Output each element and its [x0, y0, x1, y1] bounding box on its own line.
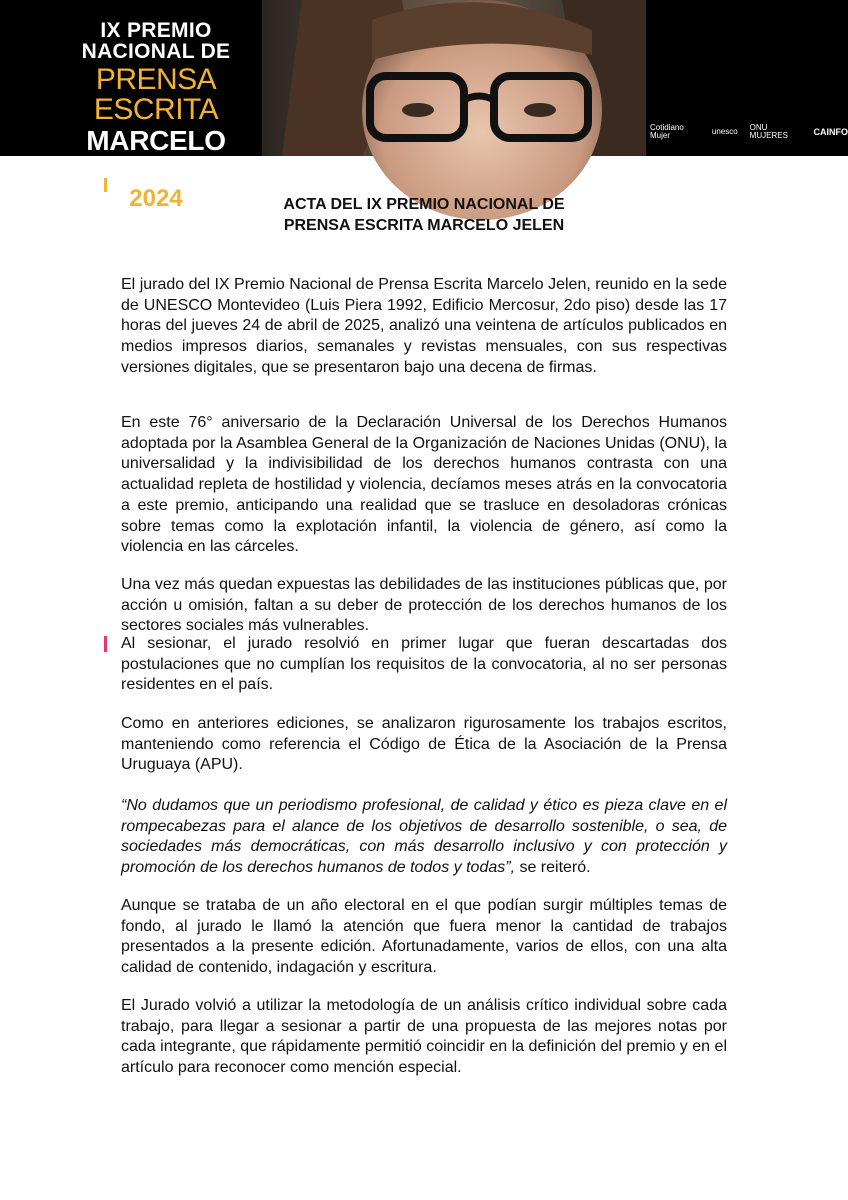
- yellow-margin-marker: [104, 178, 107, 192]
- cainfo-logo: CAINFO: [813, 126, 848, 137]
- pink-margin-marker: [104, 636, 107, 652]
- award-title: [56, 20, 256, 211]
- award-title-line3: MARCELO JELEN: [86, 125, 226, 184]
- cotidiano-mujer-logo: Cotidiano Mujer: [650, 123, 684, 140]
- paragraph-1: El jurado del IX Premio Nacional de Prensa Escrita Marcelo Jelen, reunido en la sede de UNESCO Montevideo (Luis Piera 1992, Edificio Mercosur, 2do piso) desde las 17 horas del jueves 24 de abril de 2025, analizó una veintena de artículos publicados en medios impresos diarios, semanales y revistas mensuales, con sus respectivas versiones digitales, que se presentaron bajo una decena de firmas.: [121, 276, 727, 376]
- paragraph-5: Como en anteriores ediciones, se analizaron rigurosamente los trabajos escritos, manteniendo como referencia el Código de Ética de la Asociación de la Prensa Uruguaya (APU).: [121, 715, 727, 774]
- sponsor-logos: [650, 120, 848, 144]
- paragraph-7: El Jurado volvió a utilizar la metodología de un análisis crítico individual sobre cada trabajo, para llegar a sesionar a partir de una propuesta de las mejores notas por cada integrante, que rápidamente permitió coincidir en la definición del premio y en el artículo para reconocer como mención especial.: [121, 997, 727, 1077]
- quote-text: “No dudamos que un periodismo profesional, de calidad y ético es pieza clave en el rompecabezas para el alance de los objetivos de desarrollo sostenible, o sea, de sociedades más democráticas, con más desarrollo inclusivo y con protección y promoción de los derechos humanos de todos y todas”,: [121, 797, 727, 877]
- paragraph-2: En este 76° aniversario de la Declaración Universal de los Derechos Humanos adoptada por la Asamblea General de la Organización de Naciones Unidas (ONU), la universalidad y la indivisibilidad de los derechos humanos contrasta con una actualidad repleta de hostilidad y violencia, decíamos meses atrás en la convocatoria a este premio, anticipando una realidad que se trasluce en desoladoras crónicas sobre temas como la explotación infantil, la violencia de género, así como la violencia en las cárceles.: [121, 414, 727, 556]
- paragraph-6: Aunque se trataba de un año electoral en el que podían surgir múltiples temas de fondo, al jurado le llamó la atención que fuera menor la cantidad de trabajos presentados a la presente edición. Afortunadamente, varios de ellos, con una alta calidad de contenido, indagación y escritura.: [121, 897, 727, 977]
- paragraph-3: Una vez más quedan expuestas las debilidades de las instituciones públicas que, por acción u omisión, faltan a su deber de protección de los derechos humanos de los sectores sociales más vulnerables.: [121, 576, 727, 635]
- document-title-line2: PRENSA ESCRITA MARCELO JELEN: [283, 217, 565, 234]
- award-year: 2024: [129, 185, 183, 212]
- document-title: [200, 194, 648, 236]
- award-title-line2: PRENSA ESCRITA: [93, 63, 219, 126]
- onu-mujeres-logo: ONU MUJERES: [749, 123, 788, 140]
- award-title-line1: IX PREMIO NACIONAL DE: [81, 19, 231, 63]
- paragraph-4: Al sesionar, el jurado resolvió en primer lugar que fueran descartadas dos postulaciones que no cumplían los requisitos de la convocatoria, al no ser personas residentes en el país.: [121, 635, 727, 694]
- quote-suffix: se reiteró.: [515, 859, 591, 877]
- portrait-photo: [262, 0, 646, 156]
- unesco-logo: unesco: [711, 127, 738, 136]
- document-title-line1: ACTA DEL IX PREMIO NACIONAL DE: [283, 196, 565, 213]
- quote-paragraph: [121, 796, 727, 879]
